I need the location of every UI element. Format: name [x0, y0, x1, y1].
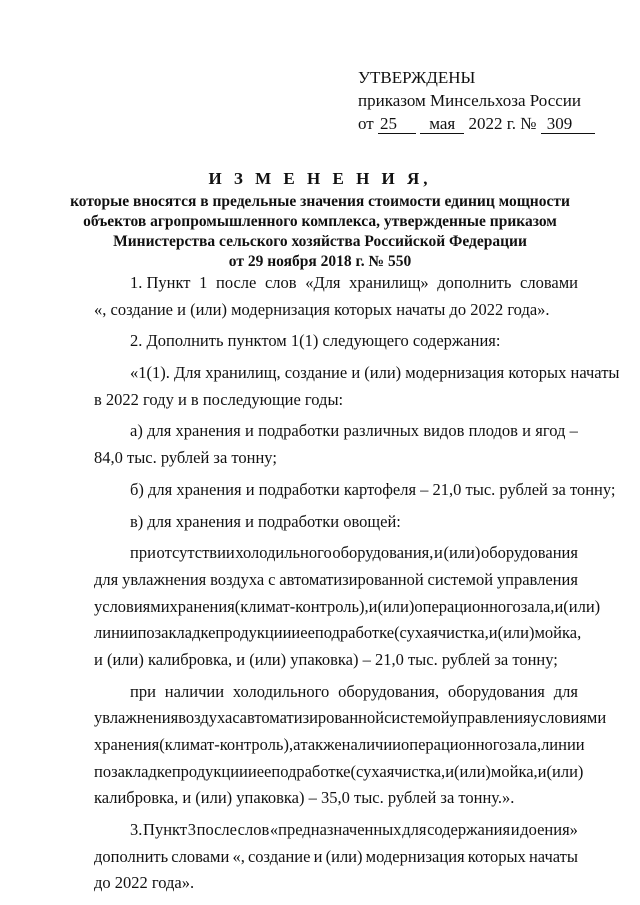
word: для — [94, 569, 119, 589]
approval-day: 25 — [378, 115, 416, 134]
paragraph-8-line-2 — [94, 705, 607, 732]
word: слов — [237, 820, 270, 840]
word: наличии — [164, 681, 225, 701]
word: создание — [247, 846, 311, 866]
word: видов — [423, 421, 465, 441]
word: и — [488, 623, 498, 643]
word: увлажнения — [94, 708, 179, 728]
word: содержания — [427, 820, 511, 840]
word: при — [130, 543, 156, 563]
paragraph-1-line-1 — [94, 270, 578, 297]
subtitle-line: Министерства сельского хозяйства Российской Федерации — [113, 233, 527, 250]
word: подработки — [258, 421, 340, 441]
word: подработке — [314, 623, 395, 643]
word: оборудования, — [338, 681, 440, 701]
word: (или) — [454, 761, 491, 781]
word: холодильного — [232, 681, 330, 701]
word: 3 — [187, 820, 196, 840]
word: также — [300, 735, 342, 754]
word: линии — [541, 735, 585, 754]
word: и — [247, 761, 257, 781]
word: условиями — [530, 708, 607, 728]
word: и — [434, 543, 443, 563]
word: и — [554, 596, 564, 616]
word: и — [245, 421, 254, 441]
word: Пункт — [143, 820, 188, 840]
word: ее — [300, 623, 315, 643]
word: зала, — [507, 735, 542, 754]
word: увлажнения — [122, 569, 207, 589]
word: плодов — [468, 421, 518, 441]
approval-date-line — [358, 112, 598, 135]
subtitle-line: которые вносятся в предельные значения стоимости единиц мощности — [70, 193, 570, 210]
word: и — [368, 596, 378, 616]
word: (сухая — [350, 761, 395, 781]
word: хранения — [175, 421, 241, 441]
word: оборудования — [481, 543, 578, 563]
word: «Для — [305, 273, 341, 292]
word: автоматизированной — [279, 569, 424, 589]
word: системой — [427, 569, 494, 589]
word: хранения — [169, 596, 235, 616]
paragraph-3-line-2: в 2022 году и в последующие годы: — [94, 389, 344, 409]
word: холодильного — [235, 543, 332, 563]
paragraph-8-line-3 — [94, 732, 585, 759]
word: для — [553, 681, 578, 701]
word: операционного — [401, 735, 508, 754]
word: чистка, — [394, 761, 446, 781]
paragraph-9-line-2 — [94, 844, 578, 871]
word: и — [537, 761, 547, 781]
paragraph-7-line-1 — [94, 540, 578, 567]
word: для — [147, 421, 172, 441]
word: продукции — [215, 623, 292, 643]
word: чистка, — [437, 623, 489, 643]
word: а — [293, 735, 301, 754]
word: хранилищ» — [349, 273, 429, 292]
approval-year: 2022 г. № — [468, 114, 537, 133]
word: начаты — [528, 846, 578, 866]
paragraph-9-line-1 — [94, 817, 578, 844]
word: 1. Пункт — [130, 273, 191, 292]
paragraph-8-line-4 — [94, 759, 584, 786]
paragraph-7-line-2 — [94, 567, 578, 594]
word: зала, — [520, 596, 555, 616]
word: воздуха — [210, 569, 265, 589]
word: по — [94, 761, 112, 781]
paragraph-6: в) для хранения и подработки овощей: — [130, 511, 401, 531]
word: оборудования, — [332, 543, 434, 563]
word: системой — [384, 708, 450, 728]
word: – — [569, 421, 578, 441]
word: после — [196, 820, 237, 840]
subtitle-line: объектов агропромышленного комплекса, утвержденные приказом — [83, 213, 557, 230]
approval-block — [358, 66, 598, 135]
word: закладке — [111, 761, 172, 781]
word: (или) — [325, 846, 363, 866]
approval-number: 309 — [541, 115, 595, 134]
document-heading — [40, 168, 600, 272]
word: автоматизированной — [239, 708, 385, 728]
word: различных — [343, 421, 420, 441]
word: (климат-контроль), — [234, 596, 369, 616]
word: и — [522, 421, 531, 441]
word: и — [313, 846, 323, 866]
word: (или) — [377, 596, 415, 616]
paragraph-4-line-2: 84,0 тыс. рублей за тонну; — [94, 448, 277, 468]
paragraph-5: б) для хранения и подработки картофеля – 21,0 тыс. рублей за тонну; — [130, 479, 616, 499]
word: которых — [467, 846, 526, 866]
word: после — [215, 273, 257, 292]
word: управления — [496, 569, 578, 589]
paragraph-2: 2. Дополнить пунктом 1(1) следующего содержания: — [130, 331, 501, 351]
word: «предназначенных — [269, 820, 402, 840]
word: ягод — [535, 421, 566, 441]
paragraph-3-line-1: «1(1). Для хранилищ, создание и (или) модернизация которых начаты — [130, 363, 620, 383]
word: (климат-контроль), — [159, 735, 294, 754]
word: наличии — [341, 735, 401, 754]
word: и — [510, 820, 520, 840]
paragraph-4-line-1 — [94, 418, 578, 445]
paragraph-8-line-1 — [94, 679, 578, 706]
approval-title: УТВЕРЖДЕНЫ — [358, 68, 476, 87]
approval-order: приказом Минсельхоза России — [358, 91, 581, 110]
word: линии — [94, 623, 138, 643]
paragraph-1-line-2: «, создание и (или) модернизация которых начаты до 2022 года». — [94, 299, 550, 319]
word: «, — [232, 846, 245, 866]
word: (или) — [563, 596, 601, 616]
word: (или) — [546, 761, 584, 781]
word: хранения — [94, 735, 160, 754]
word: дополнить — [94, 846, 169, 866]
word: 3. — [130, 820, 143, 840]
word: управления — [449, 708, 531, 728]
word: закладке — [154, 623, 216, 643]
word: при — [130, 681, 156, 701]
word: (или) — [497, 623, 535, 643]
word: отсутствии — [156, 543, 235, 563]
word: подработке — [271, 761, 351, 781]
word: мойка, — [534, 623, 582, 643]
document-title: И З М Е Н Е Н И Я, — [208, 169, 432, 188]
paragraph-9-line-3: до 2022 года». — [94, 873, 195, 893]
word: по — [137, 623, 155, 643]
word: продукции — [171, 761, 248, 781]
word: доения» — [520, 820, 578, 840]
document-subtitle — [40, 192, 600, 272]
word: 1 — [199, 273, 208, 292]
word: операционного — [414, 596, 521, 616]
word: и — [291, 623, 301, 643]
paragraph-7-line-4 — [94, 620, 582, 647]
word: словами — [171, 846, 230, 866]
word: (сухая — [394, 623, 438, 643]
word: словами — [520, 273, 578, 292]
word: слов — [264, 273, 297, 292]
word: для — [402, 820, 427, 840]
word: и — [445, 761, 455, 781]
paragraph-7-line-5: и (или) калибровка, и (или) упаковка) – 21,0 тыс. рублей за тонну; — [94, 649, 558, 669]
document-body — [94, 270, 620, 897]
word: с — [232, 708, 240, 728]
subtitle-line: от 29 ноября 2018 г. № 550 — [228, 253, 412, 270]
word: ее — [256, 761, 272, 781]
date-prefix: от — [358, 114, 374, 133]
word: воздуха — [178, 708, 233, 728]
word: оборудования — [447, 681, 545, 701]
word: а) — [130, 421, 143, 441]
word: с — [268, 569, 276, 589]
word: условиями — [94, 596, 170, 616]
word: (или) — [443, 543, 481, 563]
paragraph-8-line-5: калибровка, и (или) упаковка) – 35,0 тыс. рублей за тонну.». — [94, 788, 515, 808]
word: модернизация — [365, 846, 465, 866]
approval-month: мая — [420, 115, 464, 134]
word: дополнить — [437, 273, 512, 292]
paragraph-7-line-3 — [94, 594, 601, 621]
word: мойка, — [490, 761, 538, 781]
